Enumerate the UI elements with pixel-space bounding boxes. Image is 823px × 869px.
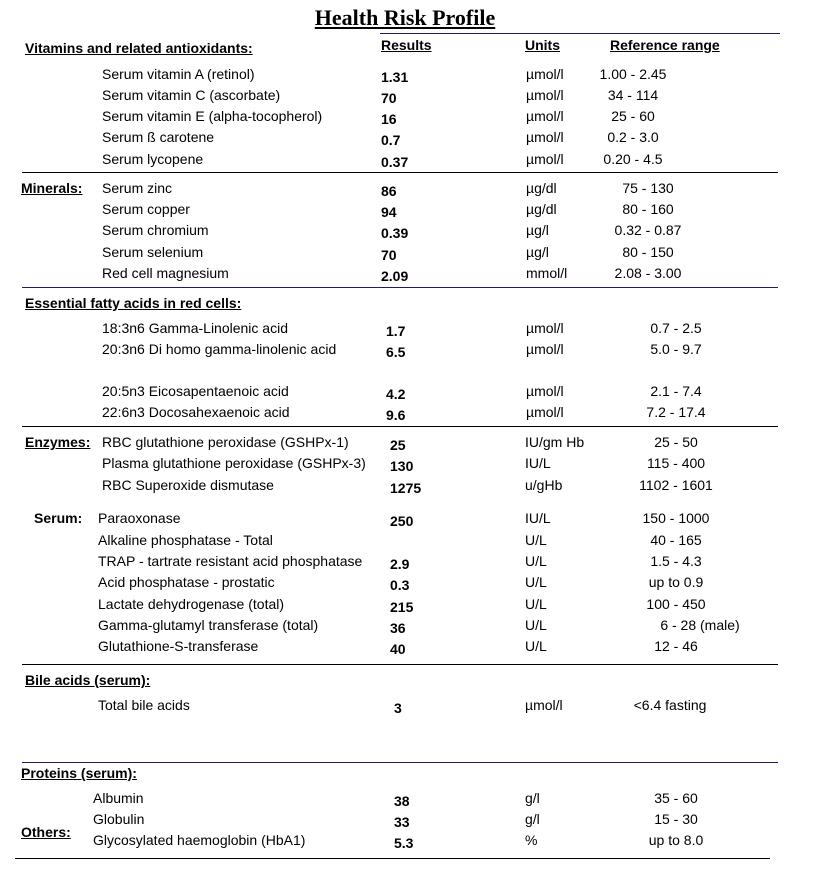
row-reference-range: 12 - 46 — [654, 638, 698, 654]
row-reference-range: 100 - 450 — [646, 596, 706, 612]
row-unit: µg/l — [526, 222, 549, 238]
row-reference-range: 75 - 130 — [622, 180, 674, 196]
row-result: 0.39 — [381, 225, 409, 241]
section-heading-vitamins: Vitamins and related antioxidants: — [25, 40, 253, 56]
row-unit: u/gHb — [525, 477, 563, 493]
row-result: 1.7 — [386, 323, 406, 339]
row-result: 250 — [390, 513, 414, 529]
row-label: Serum chromium — [102, 222, 209, 238]
row-label: 20:5n3 Eicosapentaenoic acid — [102, 383, 289, 399]
row-reference-range: 35 - 60 — [654, 790, 698, 806]
row-reference-range: 0.7 - 2.5 — [650, 320, 702, 336]
row-unit: U/L — [525, 532, 547, 548]
row-result: 38 — [394, 793, 410, 809]
row-result: 5.3 — [394, 835, 414, 851]
row-label: 20:3n6 Di homo gamma-linolenic acid — [102, 341, 337, 357]
row-label: Serum copper — [102, 201, 190, 217]
row-result: 33 — [394, 814, 410, 830]
row-reference-range: up to 0.9 — [648, 574, 704, 590]
section-heading-others: Others: — [21, 824, 71, 840]
row-label: 18:3n6 Gamma-Linolenic acid — [102, 320, 288, 336]
row-reference-range: 115 - 400 — [646, 455, 706, 471]
row-result: 0.37 — [381, 154, 409, 170]
row-label: Paraoxonase — [98, 510, 181, 526]
row-unit: U/L — [525, 574, 547, 590]
row-reference-range: 0.2 - 3.0 — [607, 129, 659, 145]
row-result: 2.9 — [390, 556, 410, 572]
row-label: Serum vitamin A (retinol) — [102, 66, 255, 82]
row-reference-range: 25 - 60 — [611, 108, 655, 124]
row-result: 215 — [390, 599, 414, 615]
row-unit: µmol/l — [526, 87, 564, 103]
row-reference-range: 80 - 160 — [622, 201, 674, 217]
row-label: 22:6n3 Docosahexaenoic acid — [102, 404, 290, 420]
row-reference-range: 2.1 - 7.4 — [650, 383, 702, 399]
row-unit: µmol/l — [526, 404, 564, 420]
row-label: Glutathione-S-transferase — [98, 638, 259, 654]
row-unit: µg/dl — [526, 180, 557, 196]
row-label: Alkaline phosphatase - Total — [98, 532, 273, 548]
row-unit: µmol/l — [525, 697, 563, 713]
header-rule — [380, 33, 780, 34]
row-label: Serum selenium — [102, 244, 204, 260]
row-label: Red cell magnesium — [102, 265, 229, 281]
row-reference-range: 2.08 - 3.00 — [614, 265, 682, 281]
row-result: 1.31 — [381, 69, 409, 85]
section-divider — [15, 858, 770, 859]
row-reference-range: 1.5 - 4.3 — [650, 553, 702, 569]
row-unit: U/L — [525, 596, 547, 612]
row-unit: µmol/l — [526, 341, 564, 357]
section-divider — [22, 172, 778, 173]
row-label: Serum zinc — [102, 180, 173, 196]
section-heading-proteins: Proteins (serum): — [21, 765, 137, 781]
section-heading-minerals: Minerals: — [21, 180, 83, 196]
row-unit: g/l — [525, 790, 540, 806]
row-reference-range: 80 - 150 — [622, 244, 674, 260]
row-unit: µmol/l — [526, 383, 564, 399]
row-label: Gamma-glutamyl transferase (total) — [98, 617, 319, 633]
row-reference-range: 40 - 165 — [650, 532, 702, 548]
row-result: 16 — [381, 111, 397, 127]
row-label: Albumin — [93, 790, 144, 806]
column-header-results: Results — [381, 37, 432, 53]
row-label: Lactate dehydrogenase (total) — [98, 596, 285, 612]
row-label: RBC glutathione peroxidase (GSHPx-1) — [102, 434, 349, 450]
row-unit: µmol/l — [526, 108, 564, 124]
row-result: 70 — [381, 90, 397, 106]
row-reference-range: 15 - 30 — [654, 811, 698, 827]
section-divider — [22, 287, 778, 288]
row-reference-range: 150 - 1000 — [642, 510, 710, 526]
section-heading-enzymes: Enzymes: — [25, 434, 91, 450]
row-label: Acid phosphatase - prostatic — [98, 574, 275, 590]
row-reference-range: 5.0 - 9.7 — [650, 341, 702, 357]
row-unit: % — [525, 832, 538, 848]
row-label: Plasma glutathione peroxidase (GSHPx-3) — [102, 455, 366, 471]
row-unit: g/l — [525, 811, 540, 827]
row-unit: µmol/l — [526, 66, 564, 82]
row-result: 6.5 — [386, 344, 406, 360]
row-unit: U/L — [525, 638, 547, 654]
row-unit: IU/L — [525, 455, 551, 471]
row-reference-range: 6 - 28 (male) — [660, 617, 740, 633]
row-result: 94 — [381, 204, 397, 220]
row-unit: IU/L — [525, 510, 551, 526]
row-result: 0.3 — [390, 577, 410, 593]
row-label: Globulin — [93, 811, 145, 827]
row-unit: µmol/l — [526, 320, 564, 336]
row-unit: mmol/l — [526, 265, 568, 281]
row-label: Serum vitamin E (alpha-tocopherol) — [102, 108, 323, 124]
row-result: 36 — [390, 620, 406, 636]
row-reference-range: 0.32 - 0.87 — [614, 222, 682, 238]
row-label: RBC Superoxide dismutase — [102, 477, 274, 493]
row-unit: U/L — [525, 553, 547, 569]
row-label: TRAP - tartrate resistant acid phosphatase — [98, 553, 363, 569]
row-label: Glycosylated haemoglobin (HbA1) — [93, 832, 306, 848]
row-reference-range: 34 - 114 — [607, 87, 659, 103]
column-header-reference: Reference range — [610, 37, 720, 53]
row-result: 9.6 — [386, 407, 406, 423]
row-unit: IU/gm Hb — [525, 434, 585, 450]
row-result: 3 — [394, 700, 402, 716]
row-unit: µg/dl — [526, 201, 557, 217]
row-result: 86 — [381, 183, 397, 199]
row-result: 4.2 — [386, 386, 406, 402]
row-label: Serum vitamin C (ascorbate) — [102, 87, 281, 103]
section-heading-bile: Bile acids (serum): — [25, 672, 151, 688]
row-unit: µmol/l — [526, 151, 564, 167]
row-reference-range: <6.4 fasting — [633, 697, 707, 713]
row-label: Serum lycopene — [102, 151, 204, 167]
row-result: 130 — [390, 458, 414, 474]
row-result: 40 — [390, 641, 406, 657]
row-reference-range: 1102 - 1601 — [639, 477, 713, 493]
page-title: Health Risk Profile — [314, 5, 496, 30]
section-divider — [22, 426, 778, 427]
row-result: 2.09 — [381, 268, 409, 284]
section-heading-efa: Essential fatty acids in red cells: — [25, 295, 242, 311]
row-label: Serum ß carotene — [102, 129, 215, 145]
row-unit: U/L — [525, 617, 547, 633]
row-result: 1275 — [390, 480, 422, 496]
column-header-units: Units — [525, 37, 560, 53]
row-result: 70 — [381, 247, 397, 263]
row-result: 25 — [390, 437, 406, 453]
section-divider — [22, 762, 778, 763]
row-unit: µmol/l — [526, 129, 564, 145]
section-divider — [22, 664, 778, 665]
row-reference-range: 0.20 - 4.5 — [603, 151, 663, 167]
row-reference-range: 7.2 - 17.4 — [646, 404, 706, 420]
row-reference-range: 1.00 - 2.45 — [599, 66, 667, 82]
row-reference-range: up to 8.0 — [648, 832, 704, 848]
row-result: 0.7 — [381, 132, 401, 148]
section-heading-serum: Serum: — [34, 510, 83, 526]
row-unit: µg/l — [526, 244, 549, 260]
row-reference-range: 25 - 50 — [654, 434, 698, 450]
row-label: Total bile acids — [98, 697, 190, 713]
